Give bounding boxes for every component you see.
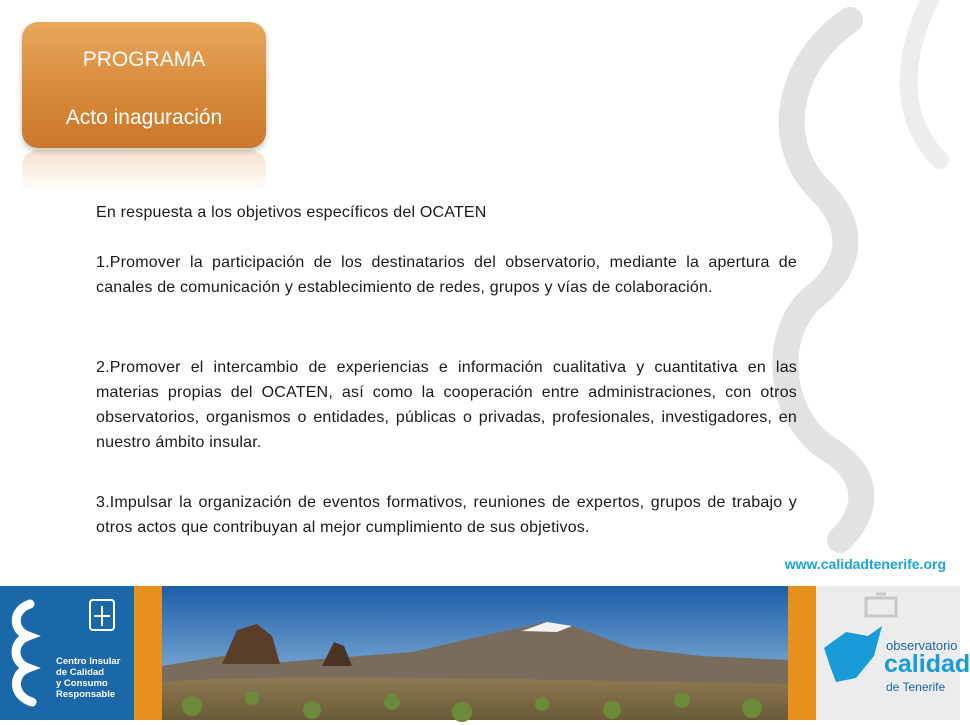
calidad-label: calidad — [884, 650, 970, 678]
orange-stripe-left — [134, 586, 162, 720]
centro-insular-logo — [0, 586, 134, 720]
badge-subtitle: Acto inaguración — [65, 106, 223, 129]
centro-insular-text: Centro Insular de Calidad y Consumo Responsable — [56, 656, 121, 700]
tenerife-island-icon — [824, 626, 882, 682]
program-badge — [22, 22, 266, 148]
footer-banner — [0, 586, 970, 720]
website-link[interactable]: www.calidadtenerife.org — [784, 556, 946, 572]
objective-item-2: 2.Promover el intercambio de experiencias e información cualitativa y cuantitativa en las materias propias del OCATEN, así como la cooperación entre administraciones, con otros observatorios, organismos o entidades, públicas o privadas, profesionales, investigadores, en nuestro ámbito insular. — [96, 359, 797, 451]
teide-landscape-image — [162, 586, 788, 720]
de-tenerife-label: de Tenerife — [886, 680, 946, 694]
badge-reflection — [22, 150, 266, 192]
intro-text: En respuesta a los objetivos específicos del OCATEN — [96, 204, 487, 221]
objective-item-1: 1.Promover la participación de los destinatarios del observatorio, mediante la apertura de canales de comunicación y establecimiento de redes, grupos y vías de colaboración. — [96, 254, 797, 296]
observatorio-label: observatorio — [886, 638, 958, 653]
orange-stripe-right — [788, 586, 816, 720]
badge-title: PROGRAMA — [82, 48, 206, 71]
objective-item-3: 3.Impulsar la organización de eventos formativos, reuniones de expertos, grupos de trabajo y otros actos que contribuyan al mejor cumplimiento de sus objetivos. — [96, 494, 797, 536]
observatorio-logo — [816, 586, 970, 720]
